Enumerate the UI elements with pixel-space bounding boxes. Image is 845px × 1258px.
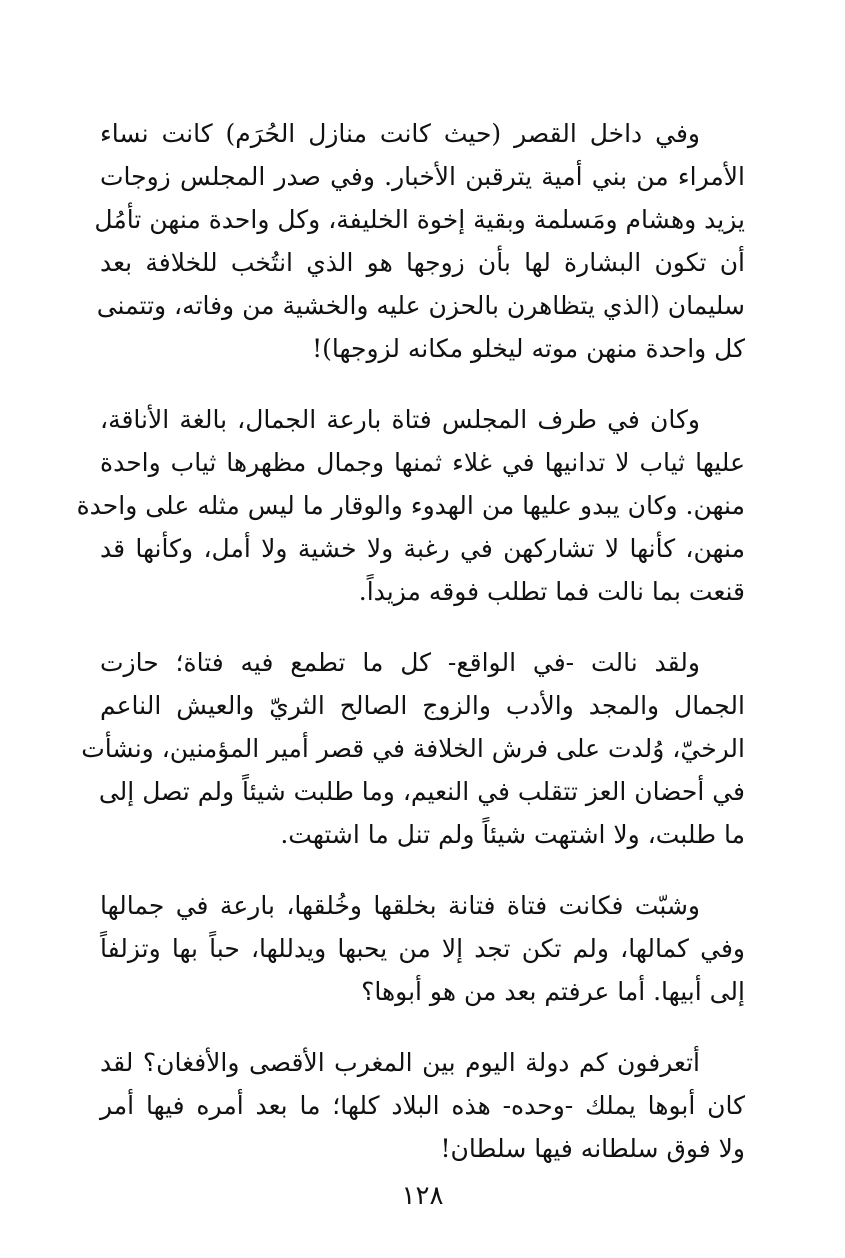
text-line: ما طلبت، ولا اشتهت شيئاً ولم تنل ما اشتهت. xyxy=(280,820,745,849)
paragraph-1 xyxy=(94,112,745,370)
text-line: كل واحدة منهن موته ليخلو مكانه لزوجها)! xyxy=(312,334,745,363)
paragraph-3 xyxy=(81,641,745,856)
text-line: سليمان (الذي يتظاهرن بالحزن عليه والخشية من وفاته، وتتمنى xyxy=(96,291,745,320)
text-line: أن تكون البشارة لها بأن زوجها هو الذي انتُخب للخلافة بعد xyxy=(100,248,745,277)
paragraph-5 xyxy=(100,1041,745,1170)
paragraph-2 xyxy=(76,398,745,613)
text-line: إلى أبيها. أما عرفتم بعد من هو أبوها؟ xyxy=(361,977,745,1006)
text-line: منهن. وكان يبدو عليها من الهدوء والوقار ما ليس مثله على واحدة xyxy=(76,491,745,520)
text-line: يزيد وهشام ومَسلمة وبقية إخوة الخليفة، وكل واحدة منهن تأمُل xyxy=(94,205,745,234)
text-line: قنعت بما نالت فما تطلب فوقه مزيداً. xyxy=(358,577,745,606)
text-line: كان أبوها يملك -وحده- هذه البلاد كلها؛ ما بعد أمره فيها أمر xyxy=(100,1091,745,1120)
paragraph-4 xyxy=(100,884,745,1013)
text-block xyxy=(76,112,745,1198)
text-line: وشبّت فكانت فتاة فتانة بخلقها وخُلقها، بارعة في جمالها xyxy=(100,891,700,920)
text-line: وكان في طرف المجلس فتاة بارعة الجمال، بالغة الأناقة، xyxy=(100,405,700,434)
text-line: منهن، كأنها لا تشاركهن في رغبة ولا خشية ولا أمل، وكأنها قد xyxy=(100,534,745,563)
text-line: ولا فوق سلطانه فيها سلطان! xyxy=(440,1134,745,1163)
text-line: وفي داخل القصر (حيث كانت منازل الحُرَم) كانت نساء xyxy=(100,119,700,148)
text-line: أتعرفون كم دولة اليوم بين المغرب الأقصى والأفغان؟ لقد xyxy=(100,1048,700,1077)
page-number: ١٢٨ xyxy=(401,1181,444,1211)
text-line: الجمال والمجد والأدب والزوج الصالح الثريّ والعيش الناعم xyxy=(100,691,745,720)
text-line: عليها ثياب لا تدانيها في غلاء ثمنها وجمال مظهرها ثياب واحدة xyxy=(100,448,745,477)
text-line: ولقد نالت -في الواقع- كل ما تطمع فيه فتاة؛ حازت xyxy=(100,648,700,677)
text-line: وفي كمالها، ولم تكن تجد إلا من يحبها ويدللها، حباً بها وتزلفاً xyxy=(100,934,745,963)
text-line: في أحضان العز تتقلب في النعيم، وما طلبت شيئاً ولم تصل إلى xyxy=(98,777,745,806)
text-line: الأمراء من بني أمية يترقبن الأخبار. وفي صدر المجلس زوجات xyxy=(100,162,745,191)
text-line: الرخيّ، وُلدت على فرش الخلافة في قصر أمير المؤمنين، ونشأت xyxy=(81,734,745,763)
